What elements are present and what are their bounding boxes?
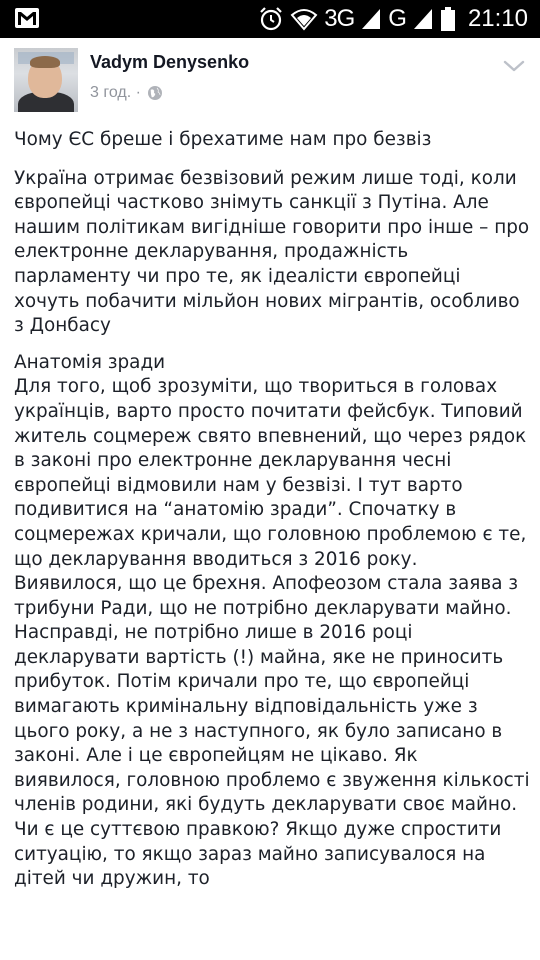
signal-icon [412,7,434,31]
status-bar [0,0,540,38]
post-meta [90,84,163,102]
globe-icon [147,85,163,101]
clock: 21:10 [467,5,528,32]
status-indicators [258,0,528,38]
network-type-3g: 3G [324,5,355,32]
network-type-g: G [388,5,406,32]
author-name[interactable]: Vadym Denysenko [90,52,250,72]
gmail-notification [14,7,40,33]
signal-icon [360,7,382,31]
gmail-icon [14,7,40,29]
avatar[interactable] [14,48,78,112]
wifi-icon [290,7,318,31]
chevron-down-icon[interactable] [502,58,526,74]
section-heading: Анатомія зради [14,351,166,373]
post-timestamp[interactable]: 3 год. · [90,84,141,101]
post-header [14,48,530,116]
battery-icon [440,6,456,32]
post-title: Чому ЄС бреше і брехатиме нам про безвіз [14,129,432,150]
alarm-icon [258,6,284,32]
post-lead: Україна отримає безвізовий режим лише тоді, коли європейці частково знімуть санкції з Путіна. Але нашим політикам вигідніше говорити про інше – про електронне декларування, продажність парламенту чи про те, як ідеалісти європейці хочуть побачити мільйон нових мігрантів, особливо з Донбасу [14,167,530,337]
post-body: Для того, щоб зрозуміти, що твориться в головах українців, варто просто почитати фейсбук. Типовий житель соцмереж свято впевнений, що через рядок в законі про електронне декларування чесні європейці відмовили нам у безвізі. І тут варто подивитися на “анатомію зради”. Спочатку в соцмережах кричали, що головною проблемою є те, що декларування вводиться з 2016 року. Виявилося, що це брехня. Апофеозом стала заява з трибуни Ради, що не потрібно декларувати майно. Насправді, не потрібно лише в 2016 році декларувати вартість (!) майна, яке не приносить прибуток. Потім кричали про те, що європейці вимагають кримінальну відповідальність уже з цього року, а не з наступного, як було записано в законі. Але і це європейцям не цікаво. Як виявилося, головною проблемо є звуження кількості членів родини, які будуть декларувати своє майно. Чи є це суттєвою правкою? Якщо дуже спростити ситуацію, то якщо зараз майно записувалося на дітей чи дружин, то [14,376,530,890]
post-content [14,128,530,892]
